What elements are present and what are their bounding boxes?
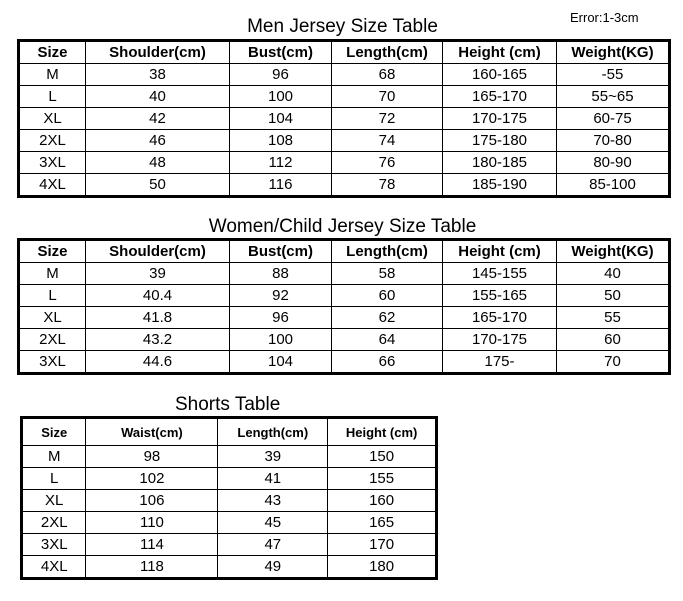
table-cell: 40.4 xyxy=(86,285,230,307)
table-cell: 170-175 xyxy=(443,329,557,351)
table-row xyxy=(22,512,437,534)
table-cell: 155-165 xyxy=(443,285,557,307)
column-header: Shoulder(cm) xyxy=(86,240,230,263)
size-cell: 2XL xyxy=(22,512,86,534)
table-row xyxy=(19,174,670,197)
column-header: Shoulder(cm) xyxy=(86,41,230,64)
table-cell: 80-90 xyxy=(557,152,670,174)
table-cell: 49 xyxy=(218,556,328,579)
table-row xyxy=(22,534,437,556)
size-cell: 2XL xyxy=(19,329,86,351)
table-cell: 175-180 xyxy=(443,130,557,152)
table-cell: 46 xyxy=(86,130,230,152)
size-cell: L xyxy=(22,468,86,490)
table-cell: 114 xyxy=(86,534,218,556)
table-cell: 66 xyxy=(332,351,443,374)
column-header: Weight(KG) xyxy=(557,41,670,64)
table-cell: 170-175 xyxy=(443,108,557,130)
table-cell: 150 xyxy=(328,446,437,468)
table-cell: 165-170 xyxy=(443,86,557,108)
table-header-row xyxy=(19,240,670,263)
table-header-row xyxy=(19,41,670,64)
size-cell: XL xyxy=(19,108,86,130)
table-row xyxy=(19,307,670,329)
table-cell: -55 xyxy=(557,64,670,86)
table-cell: 100 xyxy=(230,86,332,108)
table-cell: 55~65 xyxy=(557,86,670,108)
column-header: Length(cm) xyxy=(218,418,328,446)
table-cell: 64 xyxy=(332,329,443,351)
table-cell: 116 xyxy=(230,174,332,197)
table-header-row xyxy=(22,418,437,446)
size-cell: 2XL xyxy=(19,130,86,152)
table-cell: 39 xyxy=(86,263,230,285)
table-row xyxy=(22,490,437,512)
size-cell: 4XL xyxy=(22,556,86,579)
women-table-title: Women/Child Jersey Size Table xyxy=(208,216,477,237)
table-cell: 118 xyxy=(86,556,218,579)
table-cell: 43 xyxy=(218,490,328,512)
size-cell: XL xyxy=(19,307,86,329)
table-cell: 78 xyxy=(332,174,443,197)
table-row xyxy=(19,329,670,351)
table-cell: 42 xyxy=(86,108,230,130)
table-cell: 41 xyxy=(218,468,328,490)
table-cell: 102 xyxy=(86,468,218,490)
table-cell: 165 xyxy=(328,512,437,534)
table-cell: 175- xyxy=(443,351,557,374)
table-cell: 70-80 xyxy=(557,130,670,152)
table-cell: 45 xyxy=(218,512,328,534)
column-header: Length(cm) xyxy=(332,41,443,64)
size-cell: L xyxy=(19,86,86,108)
table-cell: 110 xyxy=(86,512,218,534)
table-cell: 104 xyxy=(230,351,332,374)
table-row xyxy=(19,130,670,152)
table-cell: 40 xyxy=(86,86,230,108)
size-cell: 3XL xyxy=(22,534,86,556)
size-cell: L xyxy=(19,285,86,307)
table-cell: 96 xyxy=(230,307,332,329)
table-cell: 88 xyxy=(230,263,332,285)
table-cell: 145-155 xyxy=(443,263,557,285)
size-cell: M xyxy=(22,446,86,468)
table-row xyxy=(19,108,670,130)
table-row xyxy=(19,86,670,108)
table-cell: 155 xyxy=(328,468,437,490)
error-note: Error:1-3cm xyxy=(570,10,639,25)
table-cell: 62 xyxy=(332,307,443,329)
table-cell: 96 xyxy=(230,64,332,86)
table-cell: 100 xyxy=(230,329,332,351)
table-cell: 41.8 xyxy=(86,307,230,329)
table-cell: 112 xyxy=(230,152,332,174)
column-header: Height (cm) xyxy=(443,240,557,263)
table-row xyxy=(22,556,437,579)
table-cell: 76 xyxy=(332,152,443,174)
table-row xyxy=(22,468,437,490)
table-cell: 60 xyxy=(332,285,443,307)
table-cell: 98 xyxy=(86,446,218,468)
table-cell: 104 xyxy=(230,108,332,130)
table-cell: 60 xyxy=(557,329,670,351)
table-cell: 43.2 xyxy=(86,329,230,351)
table-row xyxy=(19,64,670,86)
table-cell: 50 xyxy=(86,174,230,197)
table-cell: 92 xyxy=(230,285,332,307)
table-cell: 72 xyxy=(332,108,443,130)
column-header: Height (cm) xyxy=(328,418,437,446)
men-table-title: Men Jersey Size Table xyxy=(247,16,438,37)
table-cell: 160 xyxy=(328,490,437,512)
size-cell: M xyxy=(19,64,86,86)
table-cell: 70 xyxy=(557,351,670,374)
table-cell: 60-75 xyxy=(557,108,670,130)
size-cell: 4XL xyxy=(19,174,86,197)
table-cell: 70 xyxy=(332,86,443,108)
size-cell: 3XL xyxy=(19,152,86,174)
column-header: Weight(KG) xyxy=(557,240,670,263)
size-cell: XL xyxy=(22,490,86,512)
column-header: Bust(cm) xyxy=(230,41,332,64)
table-cell: 38 xyxy=(86,64,230,86)
table-cell: 170 xyxy=(328,534,437,556)
table-cell: 180 xyxy=(328,556,437,579)
table-row xyxy=(19,152,670,174)
women-size-table xyxy=(17,238,671,375)
column-header: Height (cm) xyxy=(443,41,557,64)
men-size-table xyxy=(17,39,671,198)
table-cell: 160-165 xyxy=(443,64,557,86)
size-cell: M xyxy=(19,263,86,285)
table-cell: 58 xyxy=(332,263,443,285)
table-cell: 47 xyxy=(218,534,328,556)
table-cell: 39 xyxy=(218,446,328,468)
column-header: Size xyxy=(19,240,86,263)
table-row xyxy=(22,446,437,468)
table-cell: 106 xyxy=(86,490,218,512)
size-cell: 3XL xyxy=(19,351,86,374)
table-row xyxy=(19,351,670,374)
table-cell: 108 xyxy=(230,130,332,152)
table-cell: 55 xyxy=(557,307,670,329)
shorts-table-title: Shorts Table xyxy=(175,394,281,415)
table-row xyxy=(19,285,670,307)
table-cell: 185-190 xyxy=(443,174,557,197)
table-cell: 74 xyxy=(332,130,443,152)
column-header: Waist(cm) xyxy=(86,418,218,446)
table-cell: 48 xyxy=(86,152,230,174)
table-cell: 50 xyxy=(557,285,670,307)
shorts-size-table xyxy=(20,416,438,580)
table-cell: 40 xyxy=(557,263,670,285)
table-row xyxy=(19,263,670,285)
column-header: Size xyxy=(19,41,86,64)
table-cell: 165-170 xyxy=(443,307,557,329)
table-cell: 180-185 xyxy=(443,152,557,174)
table-cell: 85-100 xyxy=(557,174,670,197)
column-header: Bust(cm) xyxy=(230,240,332,263)
column-header: Length(cm) xyxy=(332,240,443,263)
table-cell: 68 xyxy=(332,64,443,86)
table-cell: 44.6 xyxy=(86,351,230,374)
column-header: Size xyxy=(22,418,86,446)
